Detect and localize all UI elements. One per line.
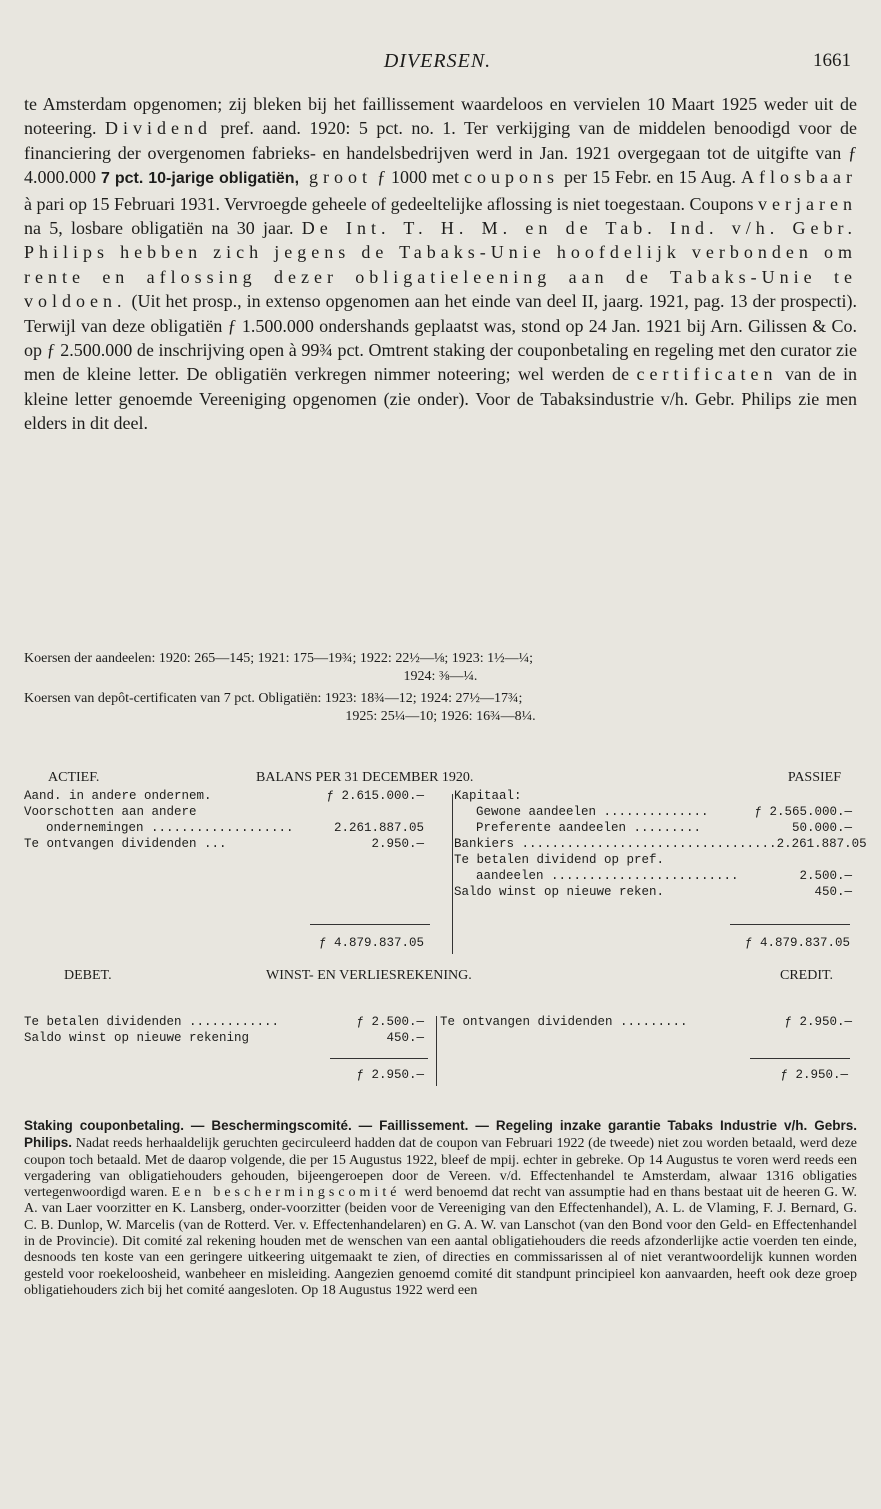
actief-row [24,804,424,820]
main-text [24,92,857,436]
main-paragraph [24,92,857,436]
pl-divider [436,1016,437,1086]
actief-row [24,836,424,852]
credit-label: CREDIT. [779,968,833,983]
small-print-paragraph [24,1118,857,1299]
spaced-term: verjaren [758,193,857,214]
share-prices [24,650,857,686]
text-run: per 15 Febr. en 15 Aug. [559,167,742,188]
pl-title: WINST- EN VERLIESREKENING. [266,968,472,983]
passief-row-label: Gewone aandeelen .............. [476,805,709,819]
balance-total-right: ƒ 4.879.837.05 [744,936,850,950]
passief-row [454,868,852,884]
debet-row-label: Te betalen dividenden ............ [24,1015,280,1029]
text-run: te Amsterdam opgenomen; zij bleken bij het faillissement waardeloos en vervielen 10 Maart 1925 weder uit de noteering. [24,94,857,139]
debet-row-value: ƒ 2.500.— [356,1015,424,1029]
actief-row-value: 2.261.887.05 [333,821,424,835]
bond-heading: 7 pct. 10-jarige obligatiën, [101,170,300,188]
passief-row-value: 2.261.887.05 [776,837,867,851]
text-run: Nadat reeds herhaaldelijk geruchten gecirculeerd hadden dat de coupon van Februari 1922 (de tweede) niet zou worden betaald, werd deze coupon toch betaald. Met de daarop volgende, die per 15 Augustus 1922, bleef de mpij. echter in gebreke. Op 14 Augustus te voren werd reeds een vergadering van obligatiehouders gehouden, bijeengeroepen door de Vereen. v/d. Effectenhandel te Amsterdam, alwaar 1316 obligaties vertegenwoordigd waren. [24,1136,857,1201]
actief-label: ACTIEF. [48,770,100,785]
passief-column [454,788,867,900]
sum-line [310,924,430,925]
balance-total-left: ƒ 4.879.837.05 [318,936,424,950]
section-heading: Staking couponbetaling. — Beschermingscomité. — Faillissement. — Regeling inzake garantie Tabaks Industrie v/h. Gebrs. Philips. [24,1118,857,1151]
spaced-term: Aflosbaar [741,167,857,188]
passief-row-label: Bankiers .................................. [454,837,777,851]
passief-row [454,804,852,820]
debet-label: DEBET. [64,968,112,983]
spaced-passage: De Int. T. H. M. en de Tab. Ind. v/h. Gebr. Philips hebben zich jegens de Tabaks-Unie hoofdelijk verbonden om rente en aflossing dezer obligatieleening aan de Tabaks-Unie te voldoen. [24,218,858,312]
spaced-term: coupons [464,167,560,188]
actief-row-value: 2.950.— [371,837,424,851]
passief-row-label: Preferente aandeelen ......... [476,821,702,835]
price-line: 1924: ⅜—¼. [403,669,478,684]
passief-row-label: aandeelen ......................... [476,869,739,883]
debet-row-label: Saldo winst op nieuwe rekening [24,1031,250,1045]
balance-divider [452,794,453,954]
small-print [24,1118,857,1299]
debet-row [24,1030,424,1046]
credit-row-value: ƒ 2.950.— [784,1015,852,1029]
passief-row-label: Te betalen dividend op pref. [454,853,665,867]
text-run: (Uit het prosp., in extenso opgenomen aan het einde van deel II, jaarg. 1921, pag. 13 der prospecti). Terwijl van deze obligatiën ƒ 1.500.000 ondershands geplaatst was, stond op 24 Jan. 1921 bij Arn. Gilissen & Co. op ƒ 2.500.000 de inschrijving open à 99¾ pct. Omtrent staking der couponbetaling en regeling met den curator zie men de kleine letter. De obligatiën verkregen nimmer noteering; wel werden de [24,291,857,385]
price-line: Koersen van depôt-certificaten van 7 pct. Obligatiën: 1923: 18¾—12; 1924: 27½—17¾; [24,691,523,706]
passief-row-value: 450.— [814,885,852,899]
spaced-term: certificaten [636,364,778,385]
balance-title: BALANS PER 31 DECEMBER 1920. [256,770,474,785]
page-title: DIVERSEN. [383,50,492,72]
spaced-term: Dividend [104,118,212,139]
actief-row [24,820,424,836]
passief-row [454,820,852,836]
pl-total-right: ƒ 2.950.— [780,1068,848,1082]
text-run: na 5, losbare obligatiën na 30 jaar. [24,218,302,239]
debet-row [24,1014,424,1030]
actief-row [24,788,424,804]
page-header [24,50,851,76]
price-line: 1925: 25¼—10; 1926: 16¾—8¼. [345,709,536,724]
passief-row-label: Saldo winst op nieuwe reken. [454,885,665,899]
spaced-term: Een beschermingscomité [171,1185,401,1201]
actief-row-label: Aand. in andere ondernem. [24,789,212,803]
spaced-term: groot [299,167,373,188]
passief-row-value: 50.000.— [791,821,852,835]
balance-heading [48,770,841,788]
passief-row-value: ƒ 2.565.000.— [754,805,852,819]
certificate-prices [24,690,857,726]
passief-row [454,884,852,900]
passief-row-value: 2.500.— [799,869,852,883]
credit-row-label: Te ontvangen dividenden ......... [440,1015,688,1029]
text-run: ƒ 1000 met [372,167,465,188]
actief-column [24,788,424,852]
text-run: werd benoemd dat recht van assumptie had en thans bestaat uit de heeren G. W. A. van Laer voorzitter en K. Lansberg, onder-voorzitter (beiden voor de Vereeniging van den Effectenhandel), A. L. de Vlaming, F. J. Bernard, G. C. B. Dunlop, W. Marcelis (van de Rotterd. Ver. v. Effectenhandelaren) en G. A. W. van Lanschot (van den Bond voor den Geld- en Effectenhandel in de Provincie). Dit comité zal rekening houden met de wenschen van een aantal obligatiehouders die reeds afzonderlijke actie voerden ten einde, desnoods ten koste van een geringere uitkeering uitgemaakt te zien, of directies en commissarissen al of niet verantwoordelijk kunnen worden gesteld voor roekeloosheid, wanbeheer en misleiding. Aangezien genoemd comité dit standpunt principieel kon aanvaarden, heeft ook deze groep obligatiehouders zich bij het comité aangesloten. Op 18 Augustus 1922 werd een [24,1185,858,1298]
text-run: à pari op 15 Februari 1931. Vervroegde geheele of gedeeltelijke aflossing is niet toegestaan. Coupons [24,193,759,214]
actief-row-label: Te ontvangen dividenden ... [24,837,227,851]
sum-line [330,1058,428,1059]
passief-row-label: Kapitaal: [454,789,522,803]
passief-row [454,788,852,804]
passief-row [454,836,867,852]
actief-row-value: ƒ 2.615.000.— [326,789,424,803]
text-run: pref. aand. 1920: 5 pct. no. 1. Ter verkijging van de middelen benoodigd voor de financiering der overgenomen fabrieks- en handelsbedrijven werd in Jan. 1921 overgegaan tot de uitgifte van ƒ 4.000.000 [24,118,857,188]
sum-line [750,1058,850,1059]
sum-line [730,924,850,925]
debet-row-value: 450.— [386,1031,424,1045]
pl-total-left: ƒ 2.950.— [356,1068,424,1082]
passief-label: PASSIEF [787,770,841,785]
actief-row-label: Voorschotten aan andere [24,805,197,819]
page-number: 1661 [813,50,851,71]
credit-column [440,1014,852,1030]
passief-row [454,852,852,868]
debet-column [24,1014,424,1046]
actief-row-label: ondernemingen ................... [46,821,294,835]
pl-heading [64,968,841,986]
price-line: Koersen der aandeelen: 1920: 265—145; 1921: 175—19¾; 1922: 22½—⅛; 1923: 1½—¼; [24,651,533,666]
text-run: van de in kleine letter genoemde Vereeniging opgenomen (zie onder). Voor de Tabaksindustrie v/h. Gebr. Philips zie men elders in dit deel. [24,364,858,434]
credit-row [440,1014,852,1030]
